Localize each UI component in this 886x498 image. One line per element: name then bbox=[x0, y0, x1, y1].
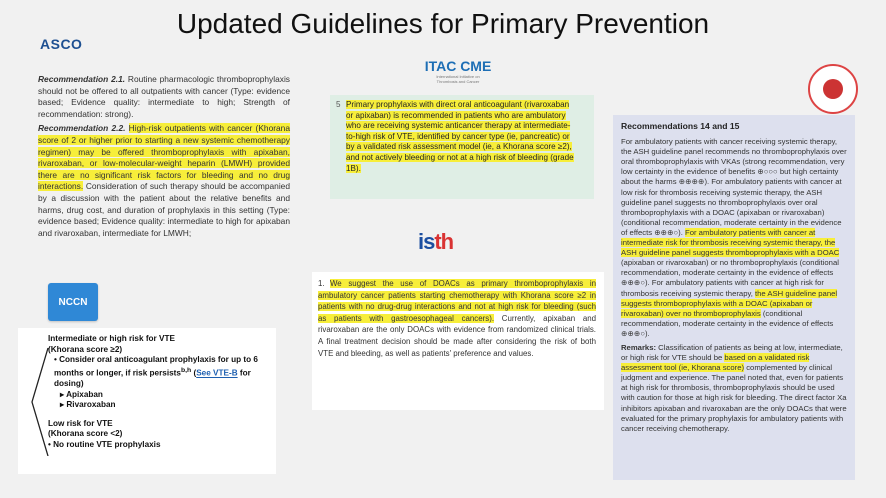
remarks-label: Remarks: bbox=[621, 342, 657, 352]
see-vte-b-link[interactable]: See VTE-B bbox=[196, 368, 238, 378]
high-risk-sub: (Khorana score ≥2) bbox=[48, 344, 123, 354]
ash-p1-b: (apixaban or rivaroxaban) or no thromboprophylaxis (conditional recommendation, moderate certainty in the evidence of effects ⊕⊕⊕○). For ambulatory patients with cancer at high risk for thrombosis receiving systemic therapy, bbox=[621, 258, 839, 298]
remarks-highlight: based on a validated risk assessment tool (ie, Khorana score) bbox=[621, 353, 810, 373]
ash-heading: Recommendations 14 and 15 bbox=[621, 121, 740, 131]
prophylaxis-text: • Consider oral anticoagulant prophylaxis for up to 6 months or longer, if risk persists bbox=[54, 355, 258, 378]
itac-logo-sub2: Thrombosis and Cancer bbox=[436, 79, 480, 84]
ash-society-seal-icon bbox=[808, 64, 858, 114]
isth-logo-b: th bbox=[434, 229, 454, 254]
ash-remarks bbox=[621, 343, 847, 434]
low-risk-heading: Low risk for VTE bbox=[48, 418, 113, 428]
isth-rec-number: 1. bbox=[318, 279, 325, 288]
isth-rest: Currently, apixaban and rivaroxaban are the only DOACs with evidence from randomized clinical trials. A final treatment decision should be made after considering the risk of both VTE and bleeding, as well as patients' preference and values. bbox=[318, 313, 596, 358]
drug-apixaban: ▸ Apixaban bbox=[60, 389, 103, 399]
rec-2-2-label: Recommendation 2.2. bbox=[38, 123, 126, 134]
ash-p1-highlight: For ambulatory patients with cancer at intermediate risk for thrombosis receiving systemic therapy, the ASH guideline panel suggests thromboprophylaxis with a DOAC bbox=[621, 227, 840, 258]
itac-logo-sub1: International Initiative on bbox=[436, 74, 480, 79]
asco-rec-2-2 bbox=[38, 123, 290, 239]
ash-paragraph bbox=[621, 137, 847, 339]
asco-logo: ASCO bbox=[40, 36, 83, 52]
footnote-sup: b,h bbox=[180, 366, 192, 374]
asco-rec-2-1 bbox=[38, 74, 290, 120]
ash-p1-c: (conditional recommendation, moderate certainty in the evidence of effects ⊕⊕⊕○). bbox=[621, 308, 834, 338]
ash-recommendations bbox=[613, 115, 855, 480]
isth-logo-a: is bbox=[418, 229, 435, 254]
itac-rec-number: 5 bbox=[336, 100, 341, 109]
rec-2-2-rest: Consideration of such therapy should be accompanied by a discussion with the patient about the relative benefits and harms, drug cost, and duration of prophylaxis in this setting (Type: evidence based; Evidence quality: intermediate to high for apixaban and rivaroxaban, intermediate for LMWH; bbox=[38, 181, 290, 238]
drug-rivaroxaban: ▸ Rivaroxaban bbox=[60, 400, 116, 410]
isth-highlight: We suggest the use of DOACs as primary thromboprophylaxis in ambulatory cancer patients starting chemotherapy with Khorana score ≥2 in patients with no drug-drug interactions and not at high risk for bleeding (such as patients with gastroesophageal cancers). bbox=[318, 279, 596, 323]
isth-recommendation bbox=[312, 272, 604, 410]
page-title: Updated Guidelines for Primary Prevention bbox=[176, 8, 710, 39]
nccn-flowchart bbox=[18, 328, 276, 474]
itac-logo-text: ITAC CME bbox=[424, 58, 492, 74]
itac-rec-text: Primary prophylaxis with direct oral anticoagulant (rivaroxaban or apixaban) is recommended in patients who are ambulatory who are receiving systemic anticancer therapy at intermediate-to-high risk of VTE, identified by cancer type (ie, pancreatic) or by a validated risk assessment model (ie, a Khorana score ≥2), and not actively bleeding or not at a high risk of bleeding (grade 1B). bbox=[346, 100, 574, 173]
isth-logo bbox=[418, 229, 453, 255]
link-close: for dosing) bbox=[54, 368, 251, 389]
low-risk-item: • No routine VTE prophylaxis bbox=[48, 440, 161, 450]
remarks-b: complemented by clinical judgment and experience. The panel noted that, even for patients at high risk for thrombosis, thromboprophylaxis should be used with caution for those at high risk for bleeding. The direct factor Xa inhibitors apixaban and rivaroxaban are the only DOACs that were evaluated for the primary prophylaxis for ambulatory patients with cancer receiving chemotherapy. bbox=[621, 363, 847, 433]
ash-p1: For ambulatory patients with cancer receiving systemic therapy, the ASH guideline panel recommends no thromboprophylaxis over oral thromboprophylaxis with VKAs (strong recommendation, very low certainty in the evidence of benefits ⊕○○○ but high certainty about the harms ⊕⊕⊕⊕). For ambulatory patients with cancer at low risk for thrombosis receiving systemic therapy, the ASH guideline panel suggests no thromboprophylaxis over oral thromboprophylaxis with a DOAC (apixaban or rivaroxaban) (conditional recommendation, moderate certainty in the evidence of effects ⊕⊕⊕○). bbox=[621, 137, 847, 237]
ash-p1-highlight2: the ASH guideline panel suggests thromboprophylaxis with a DOAC (apixaban or rivaroxaban) over no thromboprophylaxis bbox=[621, 288, 838, 318]
low-risk-sub: (Khorana score <2) bbox=[48, 429, 123, 439]
high-risk-heading: Intermediate or high risk for VTE bbox=[48, 334, 175, 343]
prophylaxis-item bbox=[48, 355, 274, 390]
rec-2-2-highlight: High-risk outpatients with cancer (Khorana score of 2 or higher prior to starting a new systemic chemotherapy regimen) may be offered thromboprophylaxis with apixaban, rivaroxaban, or low-molecular-weight heparin (LMWH) provided there are no significant risk factors for bleeding and no drug interactions. bbox=[38, 123, 290, 192]
link-open: ( bbox=[191, 368, 197, 378]
asco-recommendations bbox=[38, 74, 290, 242]
rec-2-1-text: Routine pharmacologic thromboprophylaxis should not be offered to all outpatients with cancer (Type: evidence based; Evidence quality: intermediate to high; Strength of recommendation: strong). bbox=[38, 74, 290, 119]
remarks-a: Classification of patients as being at low, intermediate, or high risk for VTE should be bbox=[621, 342, 843, 363]
itac-logo bbox=[418, 58, 498, 84]
itac-recommendation bbox=[330, 95, 594, 199]
nccn-logo: NCCN bbox=[48, 283, 98, 321]
rec-2-1-label: Recommendation 2.1. bbox=[38, 74, 126, 84]
